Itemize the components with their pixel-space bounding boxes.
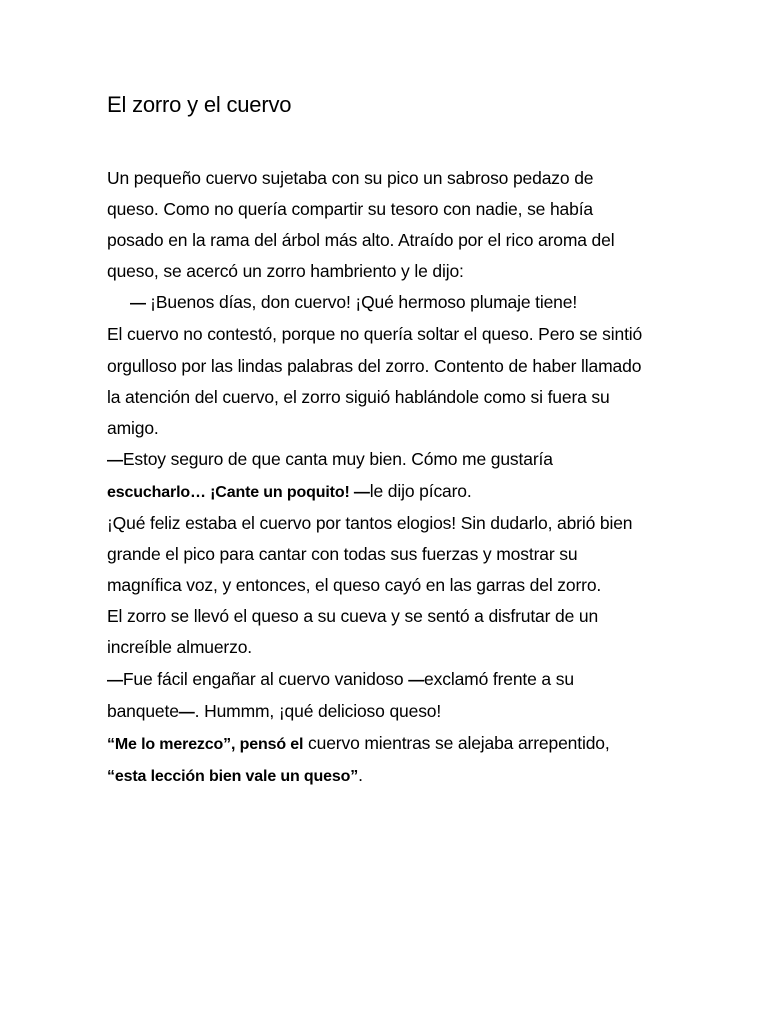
closing-bold-text: “Me lo merezco”, pensó el [107,735,304,753]
story-body [107,163,667,792]
paragraph-line: queso. Como no quería compartir su tesoro con nadie, se había [107,199,594,220]
dialogue-line [107,664,667,696]
dialogue-bold-text: escucharlo… ¡Cante un poquito! — [107,483,370,501]
closing-text: . [358,764,363,785]
closing-line [107,760,667,792]
paragraph-line: El zorro se llevó el queso a su cueva y se sentó a disfrutar de un [107,606,599,627]
dialogue-dash: — [130,295,151,313]
paragraph-line: posado en la rama del árbol más alto. Atraído por el rico aroma del [107,230,615,251]
dialogue-line [107,444,667,476]
paragraph-line: amigo. [107,417,159,438]
closing-bold-text: “esta lección bien vale un queso” [107,767,359,785]
dialogue-text: le dijo pícaro. [369,480,472,501]
dialogue-text: exclamó frente a su [424,668,574,689]
dialogue-dash: — [178,703,195,721]
dialogue-dash: — [107,451,123,469]
closing-text: cuervo mientras se alejaba arrepentido, [303,732,610,753]
paragraph-line: El cuervo no contestó, porque no quería soltar el queso. Pero se sintió [107,324,643,345]
dialogue-text: Fue fácil engañar al cuervo vanidoso [122,668,409,689]
closing-line [107,728,667,760]
dialogue-line [107,287,667,319]
paragraph-line: grande el pico para cantar con todas sus fuerzas y mostrar su [107,544,578,565]
dialogue-line [107,696,667,728]
dialogue-text: ¡Buenos días, don cuervo! ¡Qué hermoso plumaje tiene! [150,292,578,313]
dialogue-dash: — [107,671,123,689]
dialogue-dash: — [408,671,425,689]
paragraph-line: ¡Qué feliz estaba el cuervo por tantos elogios! Sin dudarlo, abrió bien [107,513,633,534]
paragraph-line: queso, se acercó un zorro hambriento y le dijo: [107,261,464,282]
document-title: El zorro y el cuervo [107,92,292,117]
paragraph-line: magnífica voz, y entonces, el queso cayó en las garras del zorro. [107,575,602,596]
dialogue-text: banquete [107,700,179,721]
paragraph-line: Un pequeño cuervo sujetaba con su pico un sabroso pedazo de [107,168,594,188]
dialogue-text: . Hummm, ¡qué delicioso queso! [194,700,442,721]
paragraph-line: orgulloso por las lindas palabras del zorro. Contento de haber llamado [107,355,642,376]
paragraph-line: increíble almuerzo. [107,637,252,658]
dialogue-line [107,476,667,508]
paragraph-line: la atención del cuervo, el zorro siguió hablándole como si fuera su [107,386,610,407]
dialogue-text: Estoy seguro de que canta muy bien. Cómo me gustaría [122,448,553,469]
